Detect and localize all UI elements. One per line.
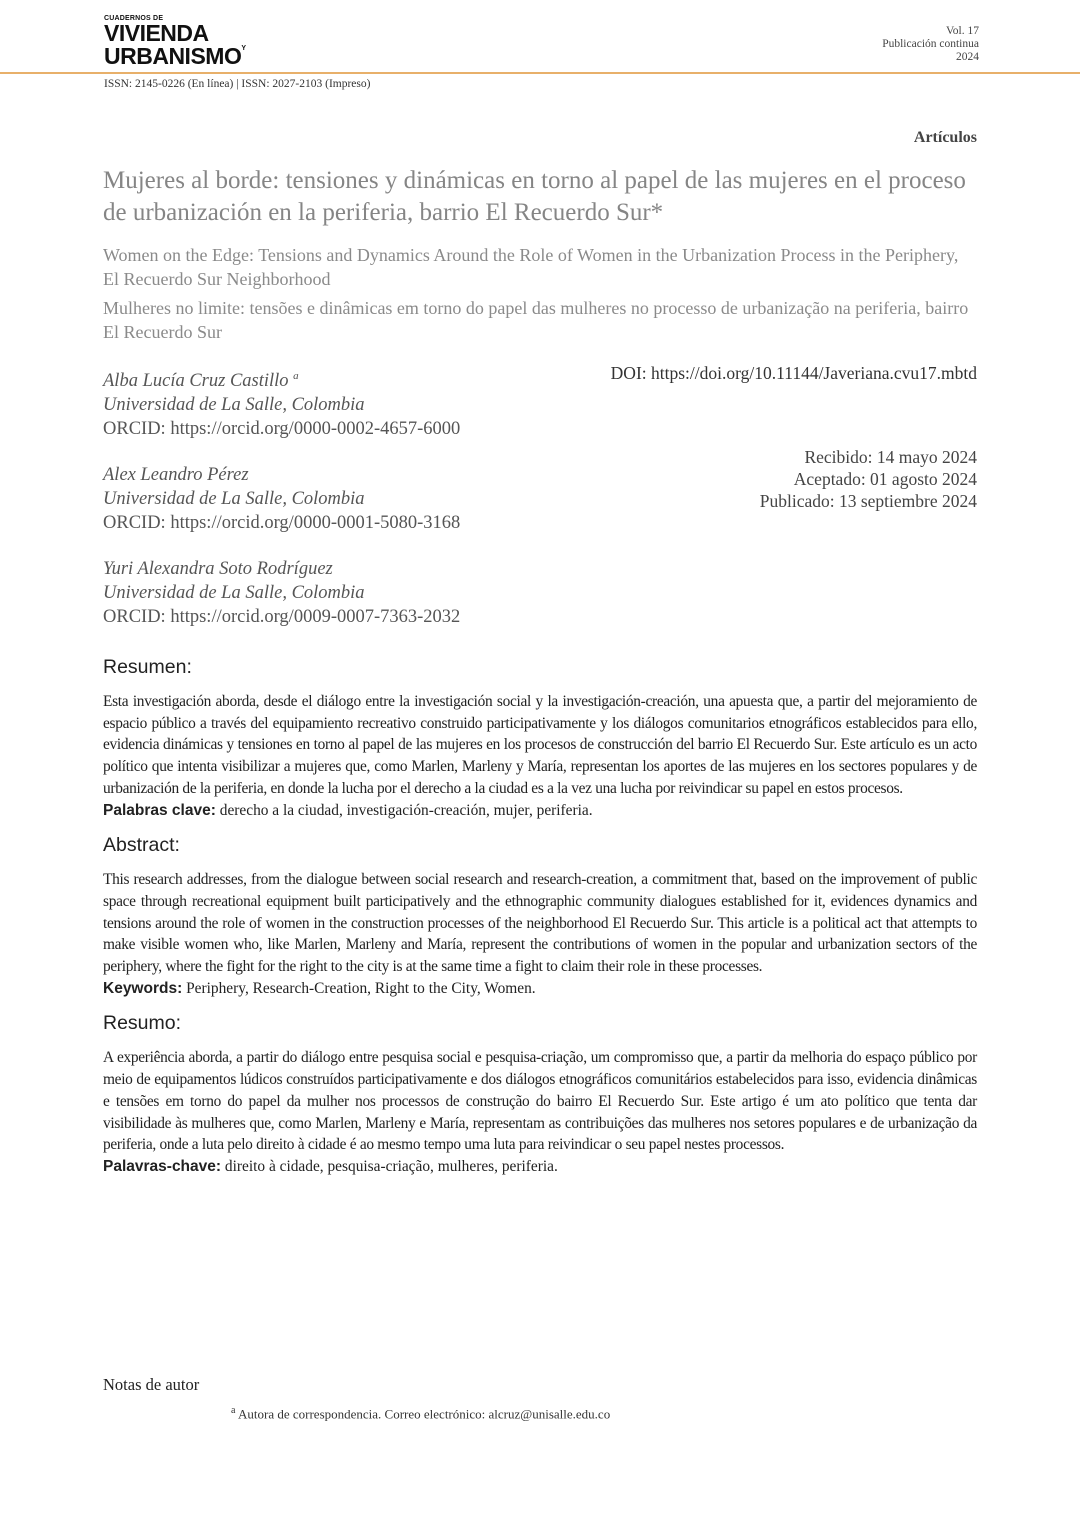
author-name: Yuri Alexandra Soto Rodríguez [103,559,333,580]
resumo-heading: Resumo: [103,1012,182,1035]
logo-line3: URBANISMO [104,43,242,69]
keywords-text: Periphery, Research-Creation, Right to the City, Women. [186,979,536,997]
keywords-text: derecho a la ciudad, investigación-creación, mujer, periferia. [219,801,593,819]
author-orcid[interactable]: ORCID: https://orcid.org/0009-0007-7363-2032 [103,607,461,628]
date-accepted: Aceptado: 01 agosto 2024 [793,469,977,489]
resumen-keywords [103,800,977,822]
publication-type: Publicación continua [882,38,979,50]
author-name: Alba Lucía Cruz Castillo [103,371,289,392]
author-affiliation: Universidad de La Salle, Colombia [103,395,365,416]
author-list [103,364,460,651]
footnote [231,1405,610,1422]
abstract-keywords [103,978,977,1000]
author [103,364,460,441]
footnote-marker: a [231,1405,236,1416]
author-affiliation: Universidad de La Salle, Colombia [103,583,365,604]
author-notes-heading: Notas de autor [103,1375,200,1394]
author-orcid[interactable]: ORCID: https://orcid.org/0000-0002-4657-6000 [103,419,461,440]
resumen-heading: Resumen: [103,656,192,678]
logo-line2: VIVIENDA [104,20,209,46]
date-received: Recibido: 14 mayo 2024 [804,447,977,467]
section-label: Artículos [913,129,977,146]
date-published: Publicado: 13 septiembre 2024 [759,491,977,511]
abstracts-section [103,655,977,1190]
year: 2024 [956,51,979,63]
title-english: Women on the Edge: Tensions and Dynamics Around the Role of Women in the Urbanization Process in the Periphery, El Recuerdo Sur Neighborhood [103,245,959,289]
keywords-text: direito à cidade, pesquisa-criação, mulheres, periferia. [224,1157,558,1175]
resumen-text: Esta investigación aborda, desde el diálogo entre la investigación social y la investigación-creación, una apuesta que, a partir del mejoramiento de espacio público a través del equipamiento recreativo construido participativamente y los diálogos comunitarios etnográficos establecidos para ello, evidencia dinámicas y tensiones en torno al papel de las mujeres en los procesos de construcción del barrio El Recuerdo Sur. Este artículo es un acto político que intenta visibilizar a mujeres que, como Marlen, Marleny y María, representan los aportes de las mujeres en los sectores populares y de urbanización de la periferia, en donde la lucha por el derecho a la ciudad es a la vez una lucha por reivindicar su papel en estos procesos. [103,693,977,797]
logo-y: Y [241,45,246,52]
author-name: Alex Leandro Pérez [103,465,249,486]
doi-link[interactable]: DOI: https://doi.org/10.11144/Javeriana.cvu17.mbtd [610,363,977,383]
author [103,557,460,629]
header-rule [0,72,1080,74]
journal-logo [104,15,246,68]
logo-line1: CUADERNOS DE [104,15,164,22]
keywords-label: Palavras-chave: [103,1157,222,1175]
author-affiliation: Universidad de La Salle, Colombia [103,489,365,510]
keywords-label: Keywords: [103,979,183,997]
keywords-label: Palabras clave: [103,801,216,819]
volume: Vol. 17 [945,25,979,37]
volume-info [882,25,979,64]
issn: ISSN: 2145-0226 (En línea) | ISSN: 2027-2103 (Impreso) [104,78,371,90]
article-title: Mujeres al borde: tensiones y dinámicas en torno al papel de las mujeres en el proceso de urbanización en la periferia, barrio El Recuerdo Sur* [103,167,966,226]
title-block [103,165,983,349]
title-portuguese: Mulheres no limite: tensões e dinâmicas em torno do papel das mulheres no processo de urbanização na periferia, bairro El Recuerdo Sur [103,298,969,342]
abstract-heading: Abstract: [103,834,180,857]
author-orcid[interactable]: ORCID: https://orcid.org/0000-0001-5080-3168 [103,513,461,534]
author [103,463,460,535]
footnote-text: Autora de correspondencia. Correo electrónico: alcruz@unisalle.edu.co [238,1406,611,1422]
resumo-keywords [103,1156,977,1178]
author-sup: a [293,370,299,382]
abstract-text: This research addresses, from the dialogue between social research and research-creation, a commitment that, based on the improvement of public space through recreational equipment built participatively and the ethnographic community dialogues established for it, evidences dynamics and tensions around the role of women in the construction processes of the neighborhood El Recuerdo Sur. This article is a political act that attempts to make visible women who, like Marlen, Marleny and María, represent the contributions of women in the popular and urbanization sectors of the periphery, where the fight for the right to the city is at the same time a fight to claim their role in these processes. [103,871,977,976]
dates [760,446,977,512]
resumo-text: A experiência aborda, a partir do diálogo entre pesquisa social e pesquisa-criação, um compromisso que, a partir da melhoria do espaço público por meio de equipamentos lúdicos construídos participativamente e dos diálogos etnográficos comunitários estabelecidos para isso, evidencia dinâmicas e tensões em torno do papel da mulher nos processos de construção do bairro El Recuerdo Sur. Este artigo é um ato político que tenta dar visibilidade às mulheres que, como Marlen, Marleny e María, representam as contribuições das mulheres nos setores populares e de urbanização da periferia, onde a luta pelo direito à cidade é ao mesmo tempo uma luta para reivindicar o seu papel nestes processos. [103,1049,977,1154]
